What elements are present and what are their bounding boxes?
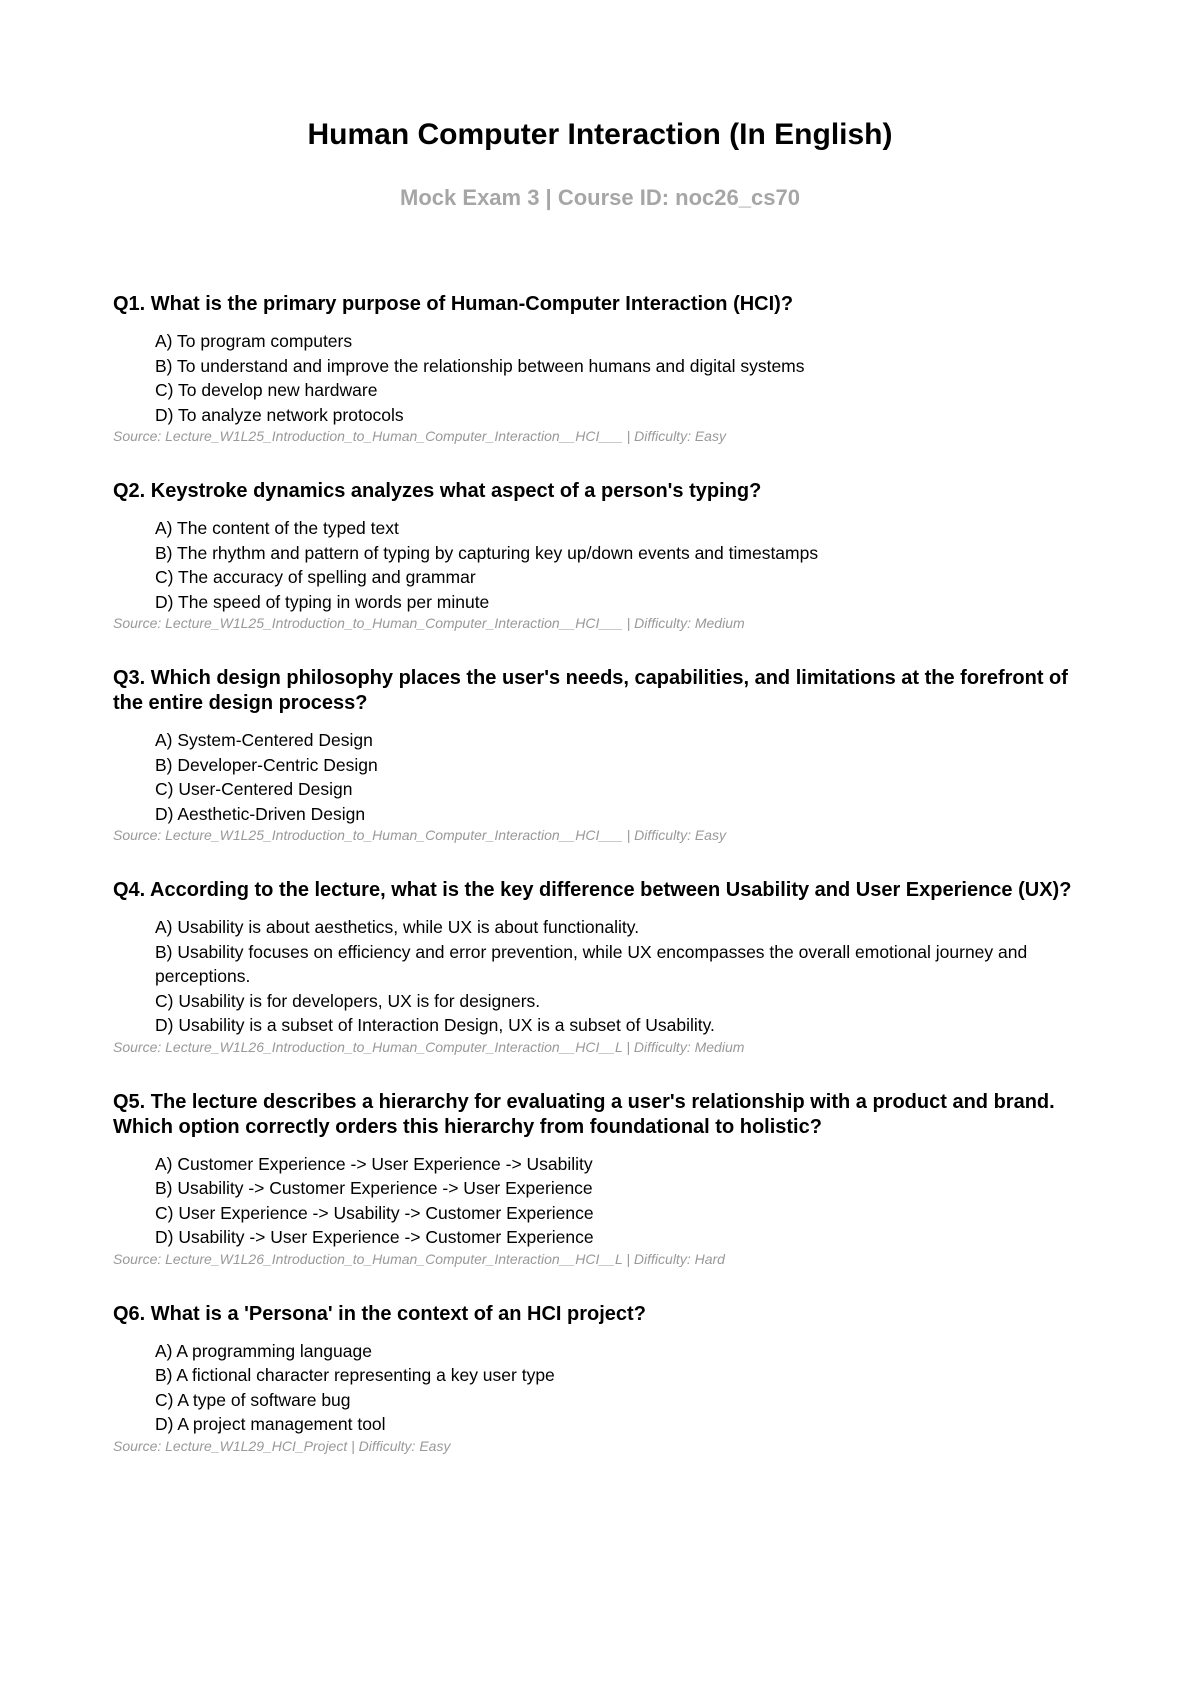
question-source: Source: Lecture_W1L25_Introduction_to_Human_Computer_Interaction__HCI___ | Difficulty: Easy (113, 428, 726, 444)
question-2 (113, 479, 1090, 633)
option-d: D) To analyze network protocols (155, 404, 404, 425)
document-title: Human Computer Interaction (In English) (307, 118, 893, 151)
option-a: A) A programming language (155, 1340, 372, 1361)
question-3 (113, 666, 1090, 845)
question-source: Source: Lecture_W1L26_Introduction_to_Human_Computer_Interaction__HCI__L | Difficulty: Medium (113, 1038, 745, 1055)
option-d: D) Usability -> User Experience -> Customer Experience (155, 1227, 594, 1247)
option-c: C) To develop new hardware (155, 380, 378, 400)
option-c: C) User-Centered Design (155, 779, 353, 799)
question-5 (113, 1090, 1090, 1269)
option-list (113, 728, 1090, 826)
question-text: Q1. What is the primary purpose of Human-Computer Interaction (HCI)? (113, 293, 794, 315)
option-d: D) A project management tool (155, 1414, 386, 1434)
option-a: A) Customer Experience -> User Experience -> Usability (155, 1153, 593, 1174)
option-list (113, 516, 1090, 614)
option-list (113, 915, 1090, 1038)
question-source: Source: Lecture_W1L25_Introduction_to_Human_Computer_Interaction__HCI___ | Difficulty: Easy (113, 827, 726, 843)
option-b: B) To understand and improve the relationship between humans and digital systems (155, 355, 805, 376)
option-c: C) Usability is for developers, UX is for designers. (155, 990, 541, 1011)
question-4 (113, 878, 1090, 1057)
option-list (113, 1339, 1090, 1437)
question-source: Source: Lecture_W1L29_HCI_Project | Difficulty: Easy (113, 1437, 451, 1454)
question-6 (113, 1302, 1090, 1456)
option-b: B) Usability -> Customer Experience -> User Experience (155, 1178, 593, 1198)
option-d: D) Usability is a subset of Interaction Design, UX is a subset of Usability. (155, 1015, 715, 1035)
question-source: Source: Lecture_W1L25_Introduction_to_Human_Computer_Interaction__HCI___ | Difficulty: Medium (113, 615, 745, 631)
question-1 (113, 292, 1090, 446)
option-a: A) Usability is about aesthetics, while UX is about functionality. (155, 917, 640, 937)
question-text: Q6. What is a 'Persona' in the context of an HCI project? (113, 1302, 646, 1325)
option-b: B) The rhythm and pattern of typing by capturing key up/down events and timestamps (155, 542, 819, 563)
question-text: Q2. Keystroke dynamics analyzes what aspect of a person's typing? (113, 480, 762, 502)
option-list (113, 1152, 1090, 1250)
question-source: Source: Lecture_W1L26_Introduction_to_Human_Computer_Interaction__HCI__L | Difficulty: Hard (113, 1250, 725, 1267)
option-b: B) Developer-Centric Design (155, 754, 378, 775)
question-list (113, 292, 1090, 1489)
option-a: A) The content of the typed text (155, 518, 399, 538)
option-d: D) The speed of typing in words per minute (155, 591, 490, 612)
question-text: Q4. According to the lecture, what is the key difference between Usability and User Experience (UX)? (113, 879, 1072, 901)
option-b: B) A fictional character representing a key user type (155, 1365, 555, 1385)
option-c: C) The accuracy of spelling and grammar (155, 567, 476, 587)
document-subtitle: Mock Exam 3 | Course ID: noc26_cs70 (400, 185, 800, 210)
option-c: C) A type of software bug (155, 1389, 351, 1410)
option-b: B) Usability focuses on efficiency and error prevention, while UX encompasses the overall emotional journey and perceptions. (155, 941, 1028, 986)
option-a: A) System-Centered Design (155, 730, 373, 750)
option-d: D) Aesthetic-Driven Design (155, 803, 366, 824)
option-list (113, 329, 1090, 427)
option-a: A) To program computers (155, 331, 353, 351)
question-text: Q3. Which design philosophy places the user's needs, capabilities, and limitations at the forefront of the entire design process? (113, 667, 1068, 714)
question-text: Q5. The lecture describes a hierarchy for evaluating a user's relationship with a product and brand. Which option correctly orders this hierarchy from foundational to holistic? (113, 1090, 1055, 1138)
option-c: C) User Experience -> Usability -> Customer Experience (155, 1202, 594, 1223)
